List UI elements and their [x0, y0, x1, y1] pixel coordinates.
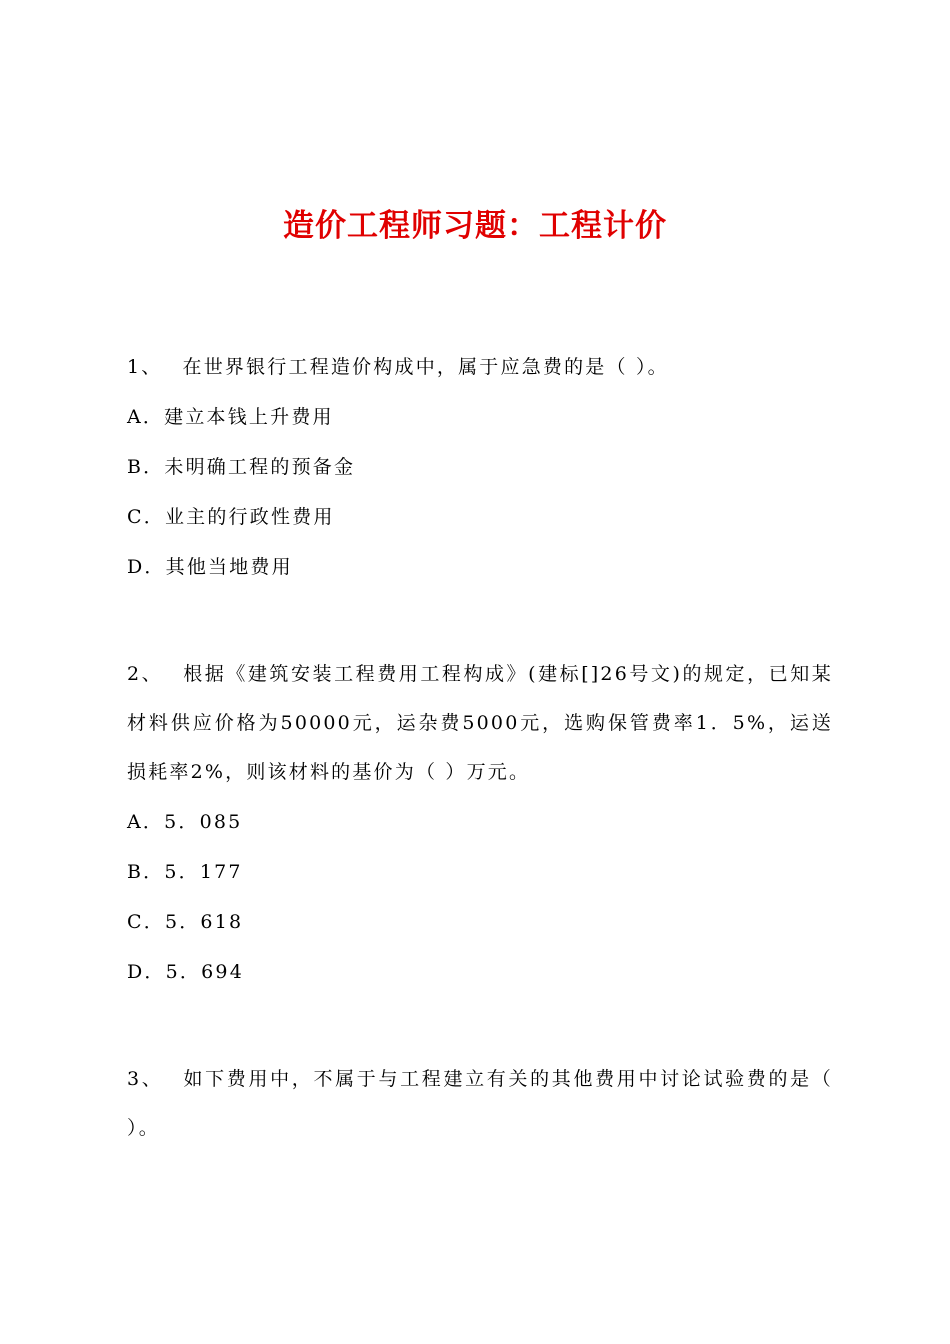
question-stem: 如下费用中，不属于与工程建立有关的其他费用中讨论试验费的是（ ）。: [127, 1068, 833, 1139]
question-stem: 根据《建筑安装工程费用工程构成》(建标[]26号文)的规定，已知某材料供应价格为50000元，运杂费5000元，选购保管费率1．5%，运送损耗率2%，则该材料的基价为（ ）万元。: [127, 663, 833, 783]
option-c: C．5．618: [127, 911, 244, 933]
question-number: 2、: [127, 663, 164, 685]
question-1: [127, 343, 833, 592]
question-text: [127, 343, 833, 392]
question-stem: 在世界银行工程造价构成中，属于应急费的是（ ）。: [182, 356, 669, 378]
option-a: A．建立本钱上升费用: [127, 406, 334, 428]
question-2: [127, 650, 833, 997]
question-3: [127, 1055, 833, 1153]
document-title: 造价工程师习题：工程计价: [283, 208, 667, 244]
question-text: [127, 650, 833, 797]
option-c: C．业主的行政性费用: [127, 506, 335, 528]
option-a: A．5．085: [127, 811, 243, 833]
question-list: [127, 343, 833, 1174]
question-number: 3、: [127, 1068, 164, 1090]
option-b: B．5．177: [127, 861, 243, 883]
option-b: B．未明确工程的预备金: [127, 456, 356, 478]
option-d: D．其他当地费用: [127, 556, 293, 578]
question-text: [127, 1055, 833, 1153]
question-number: 1、: [127, 356, 163, 378]
option-d: D．5．694: [127, 961, 244, 983]
